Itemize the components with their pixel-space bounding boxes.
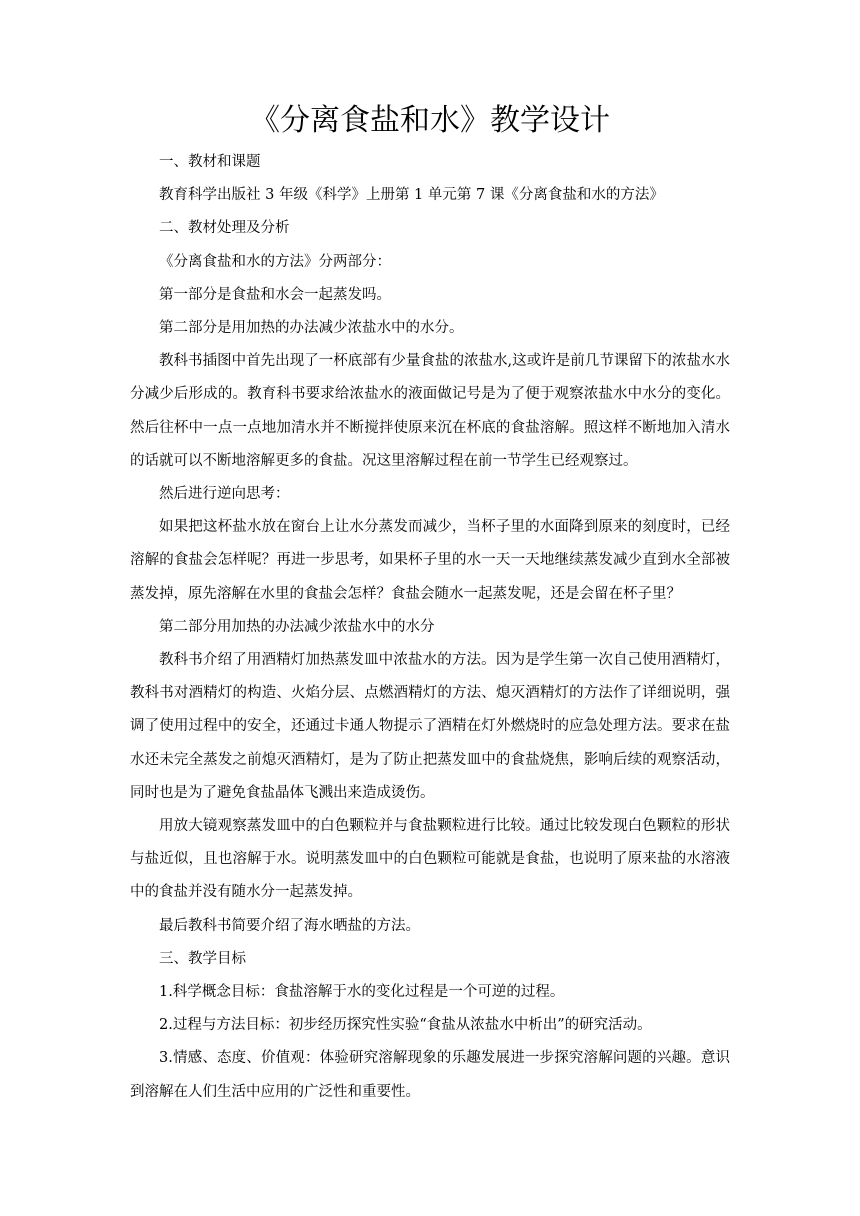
paragraph-evaporation-question: 如果把这杯盐水放在窗台上让水分蒸发而减少，当杯子里的水面降到原来的刻度时，已经溶解的食盐会怎样呢？再进一步思考，如果杯子里的水一天一天地继续蒸发减少直到水全部被蒸发掉，原先溶解在水里的食盐会怎样？食盐会随水一起蒸发呢，还是会留在杯子里？: [130, 519, 730, 602]
paragraph-textbook-source: 教育科学出版社 3 年级《科学》上册第 1 单元第 7 课《分离食盐和水的方法》: [159, 187, 664, 204]
paragraph-two-parts: 《分离食盐和水的方法》分两部分：: [159, 253, 391, 270]
paragraph-part-two-heading: 第二部分用加热的办法减少浓盐水中的水分: [159, 618, 435, 635]
objective-attitude: 3.情感、态度、价值观：体验研究溶解现象的乐趣发展进一步探究溶解问题的兴趣。意识到溶解在人们生活中应用的广泛性和重要性。: [130, 1050, 730, 1100]
objective-process: 2.过程与方法目标：初步经历探究性实验“食盐从浓盐水中析出”的研究活动。: [159, 1017, 652, 1034]
paragraph-alcohol-lamp: 教科书介绍了用酒精灯加热蒸发皿中浓盐水的方法。因为是学生第一次自己使用酒精灯，教科书对酒精灯的构造、火焰分层、点燃酒精灯的方法、熄灭酒精灯的方法作了详细说明，强调了使用过程中的安全，还通过卡通人物提示了酒精在灯外燃烧时的应急处理方法。要求在盐水还未完全蒸发之前熄灭酒精灯，是为了防止把蒸发皿中的食盐烧焦，影响后续的观察活动，同时也是为了避免食盐晶体飞溅出来造成烫伤。: [130, 652, 730, 801]
paragraph-magnifier: 用放大镜观察蒸发皿中的白色颗粒并与食盐颗粒进行比较。通过比较发现白色颗粒的形状与盐近似，且也溶解于水。说明蒸发皿中的白色颗粒可能就是食盐，也说明了原来盐的水溶液中的食盐并没有随水分一起蒸发掉。: [130, 818, 730, 901]
paragraph-illustration: 教科书插图中首先出现了一杯底部有少量食盐的浓盐水,这或许是前几节课留下的浓盐水水分减少后形成的。教育科书要求给浓盐水的液面做记号是为了便于观察浓盐水中水分的变化。然后往杯中一点一点地加清水并不断搅拌使原来沉在杯底的食盐溶解。照这样不断地加入清水的话就可以不断地溶解更多的食盐。况这里溶解过程在前一节学生已经观察过。: [130, 353, 730, 469]
document-body: [130, 146, 730, 1109]
paragraph-sea-salt: 最后教科书简要介绍了海水晒盐的方法。: [159, 917, 420, 934]
paragraph-part-two: 第二部分是用加热的办法减少浓盐水中的水分。: [159, 320, 464, 337]
section-heading-analysis: 二、教材处理及分析: [159, 220, 290, 237]
paragraph-reverse-thinking: 然后进行逆向思考：: [159, 486, 290, 503]
section-heading-objectives: 三、教学目标: [159, 950, 246, 967]
document-title: 《分离食盐和水》教学设计: [250, 103, 610, 138]
objective-concept: 1.科学概念目标：食盐溶解于水的变化过程是一个可逆的过程。: [159, 984, 565, 1001]
paragraph-part-one: 第一部分是食盐和水会一起蒸发吗。: [159, 286, 391, 303]
section-heading-materials: 一、教材和课题: [159, 154, 261, 170]
